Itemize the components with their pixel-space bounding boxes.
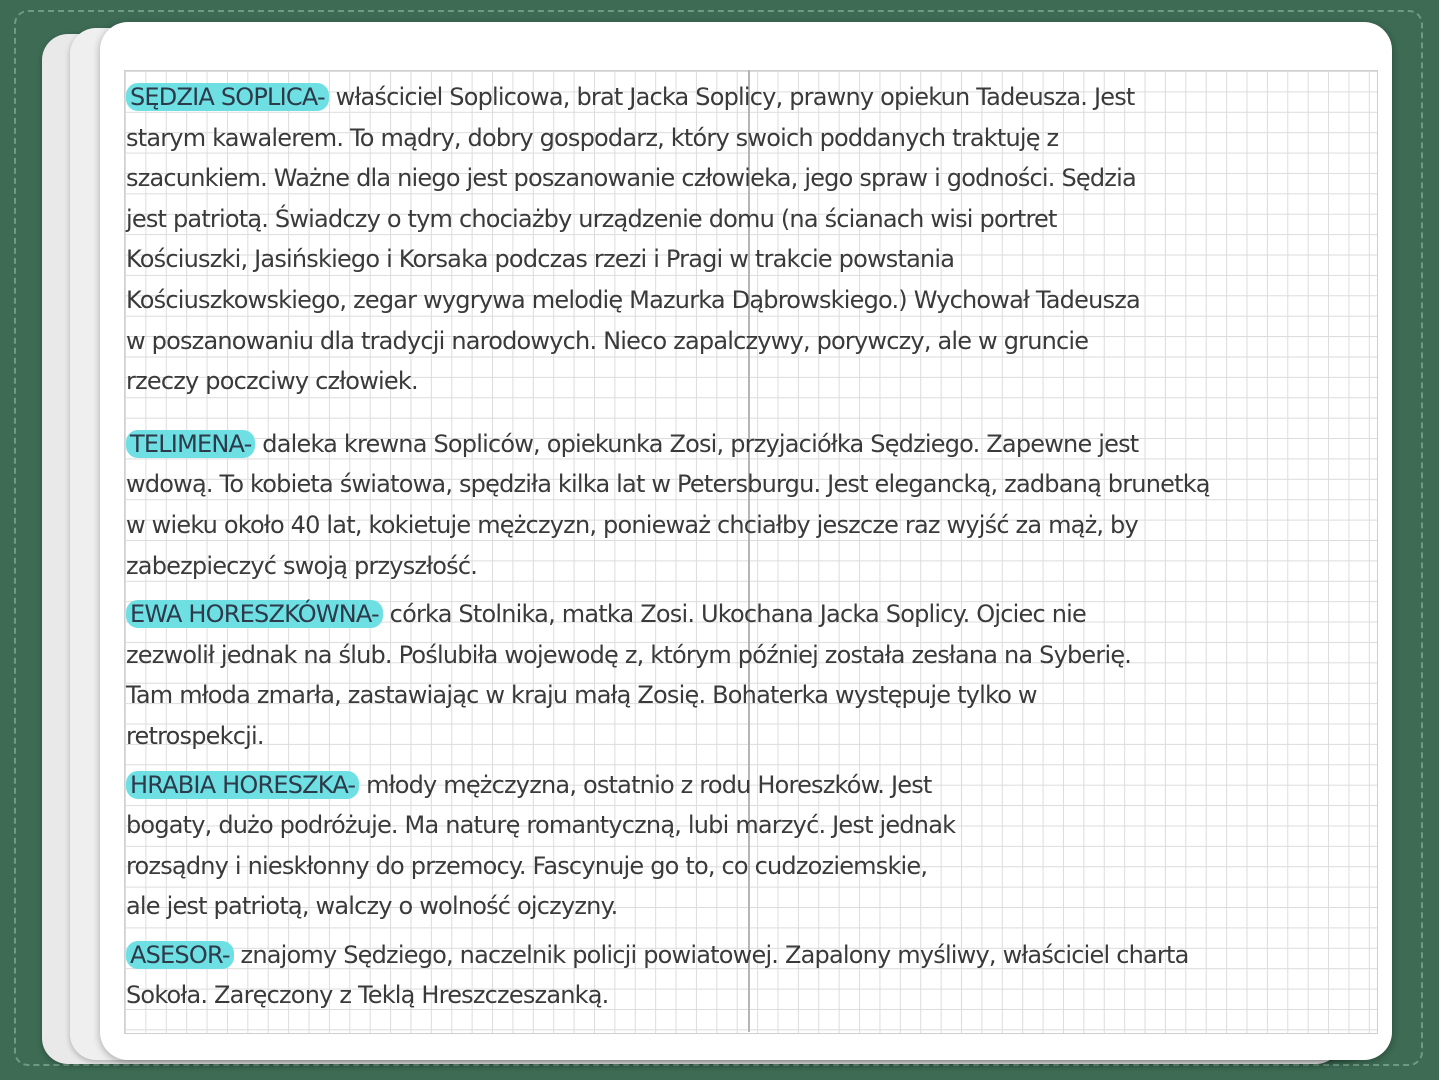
character-name-highlight: TELIMENA- <box>126 430 255 458</box>
character-name-highlight: SĘDZIA SOPLICA- <box>126 83 329 111</box>
character-name-highlight: EWA HORESZKÓWNA- <box>126 600 383 628</box>
character-entry-ewa <box>126 594 1141 756</box>
character-entry-hrabia <box>126 765 956 927</box>
character-description: znajomy Sędziego, naczelnik policji powiatowej. Zapalony myśliwy, właściciel charta Sokoła. Zaręczony z Teklą Hreszczeszanką. <box>126 940 1189 1010</box>
character-entry-asesor <box>126 935 1246 1016</box>
notebook-page <box>100 22 1392 1060</box>
character-name-highlight: HRABIA HORESZKA- <box>126 771 359 799</box>
character-entry-sedzia <box>126 77 1156 402</box>
character-description: córka Stolnika, matka Zosi. Ukochana Jacka Soplicy. Ojciec nie zezwolił jednak na ślub. Poślubiła wojewodę z, którym później została zesłana na Syberię. Tam młoda zmarła, zastawiając w kraju małą Zosię. Bohaterka występuje tylko w retrospekcji. <box>126 600 1132 750</box>
notes-content <box>126 77 1266 1016</box>
character-name-highlight: ASESOR- <box>126 941 234 969</box>
character-description: właściciel Soplicowa, brat Jacka Soplicy, prawny opiekun Tadeusza. Jest starym kawalerem. To mądry, dobry gospodarz, który swoich poddanych traktuję z szacunkiem. Ważne dla niego jest poszanowanie człowieka, jego spraw i godności. Sędzia jest patriotą. Świadczy o tym chociażby urządzenie domu (na ścianach wisi portret Kościuszki, Jasińskiego i Korsaka podczas rzezi i Pragi w trakcie powstania Kościuszkowskiego, zegar wygrywa melodię Mazurka Dąbrowskiego.) Wychował Tadeusza w poszanowaniu dla tradycji narodowych. Nieco zapalczywy, porywczy, ale w gruncie rzeczy poczciwy człowiek. <box>126 83 1140 396</box>
character-description: daleka krewna Sopliców, opiekunka Zosi, przyjaciółka Sędziego. Zapewne jest wdową. To kobieta światowa, spędziła kilka lat w Petersburgu. Jest elegancką, zadbaną brunetką w wieku około 40 lat, kokietuje mężczyzn, ponieważ chciałby jeszcze raz wyjść za mąż, by zabezpieczyć swoją przyszłość. <box>126 429 1210 580</box>
character-description: młody mężczyzna, ostatnio z rodu Horeszków. Jest bogaty, dużo podróżuje. Ma naturę romantyczną, lubi marzyć. Jest jednak rozsądny i nieskłonny do przemocy. Fascynuje go to, co cudzoziemskie, ale jest patriotą, walczy o wolność ojczyzny. <box>126 770 956 921</box>
character-entry-telimena <box>126 424 1221 586</box>
